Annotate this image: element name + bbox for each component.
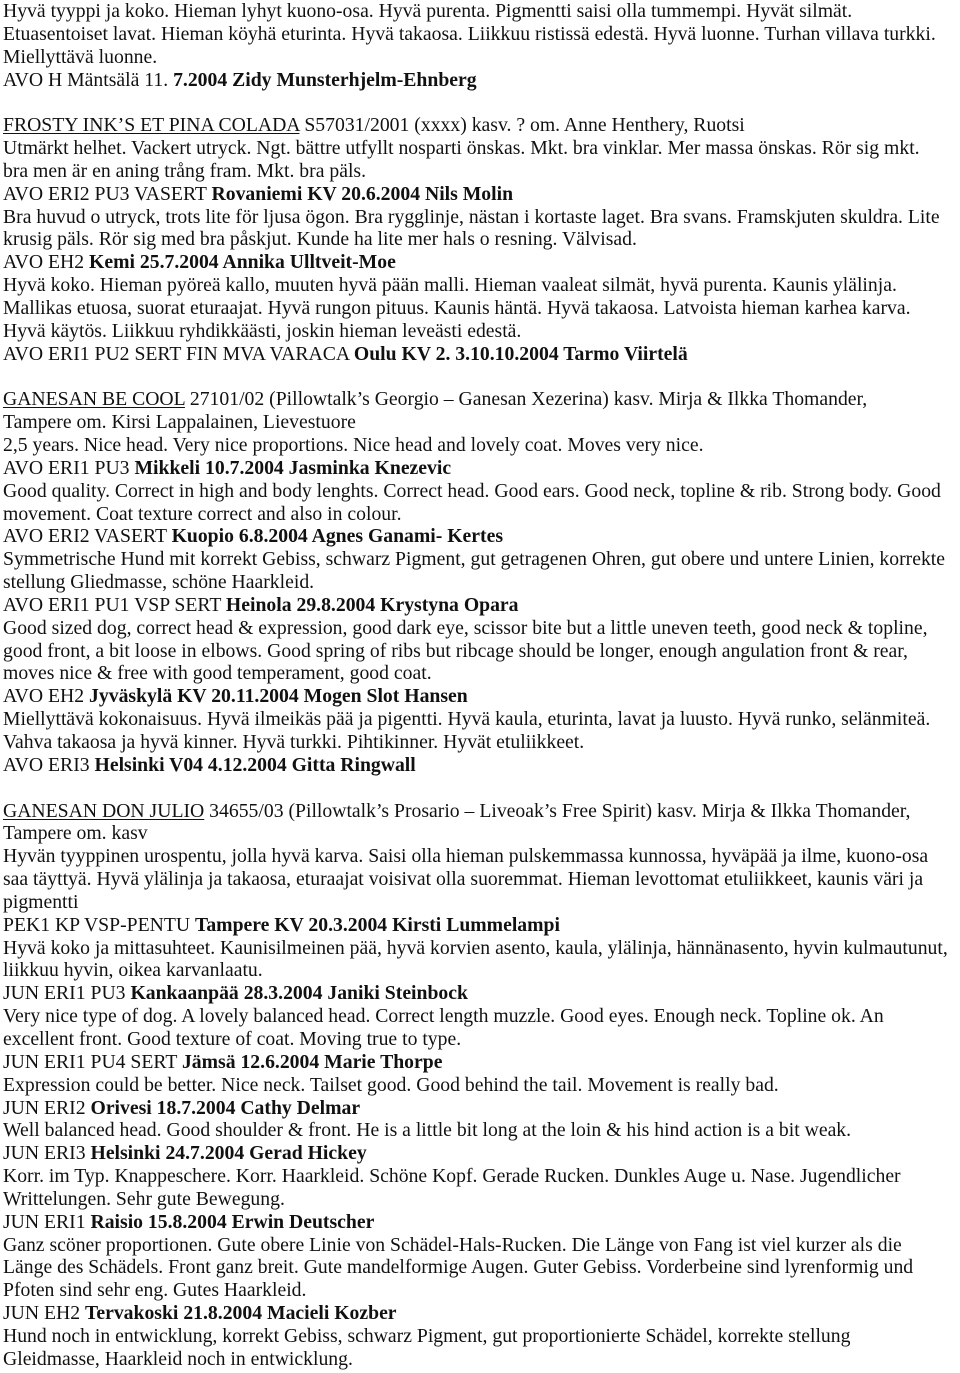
show-judge-text: Helsinki 24.7.2004 Gerad Hickey xyxy=(90,1142,367,1165)
result-line xyxy=(3,1211,960,1234)
critique xyxy=(3,1234,960,1325)
dog-details: Tampere om. Kirsi Lappalainen, Lievestuore xyxy=(3,411,356,434)
result-line xyxy=(3,251,960,274)
award-text: AVO ERI3 xyxy=(3,753,90,776)
dog-details: 34655/03 (Pillowtalk’s Prosario – Liveoak’s Free Spirit) kasv. Mirja & Ilkka Thomander, xyxy=(209,799,911,822)
critique xyxy=(3,1325,960,1371)
critique-line: Mallikas etuosa, suorat eturaajat. Hyvä rungon pituus. Kaunis häntä. Hyvä takaosa. Latvoista hieman karhea karva. xyxy=(3,296,911,319)
award-text: AVO EH2 xyxy=(3,685,85,708)
critique-line: movement. Coat texture correct and also in colour. xyxy=(3,502,402,525)
critique-line: liikkuu hyvin, oikea karvanlaatu. xyxy=(3,959,263,982)
critique-line: bra men är en aning trång fram. Mkt. bra päls. xyxy=(3,159,366,182)
critique xyxy=(3,1005,960,1074)
show-judge-text: Heinola 29.8.2004 Krystyna Opara xyxy=(225,593,519,616)
critique xyxy=(3,1165,960,1234)
previous-entry xyxy=(3,0,960,91)
award-text: JUN ERI2 xyxy=(3,1096,86,1119)
critique xyxy=(3,845,960,936)
critique xyxy=(3,617,960,708)
critique-line: Hyvä koko. Hieman pyöreä kallo, muuten hyvä pään malli. Hieman vaaleat silmät, hyvä purenta. Kaunis ylälinja. xyxy=(3,274,897,297)
critique-line: Writtelungen. Sehr gute Bewegung. xyxy=(3,1187,285,1210)
critique-line: Etuasentoiset lavat. Hieman köyhä eturinta. Hyvä takaosa. Liikkuu ristissä edestä. Hyvä luonne. Turhan villava turkki. xyxy=(3,22,936,45)
award-text: JUN ERI1 PU4 SERT xyxy=(3,1050,178,1073)
critique-line: 2,5 years. Nice head. Very nice proportions. Nice head and lovely coat. Moves very nice. xyxy=(3,434,704,457)
critique xyxy=(3,206,960,275)
critique xyxy=(3,0,960,91)
dog-entry xyxy=(3,388,960,776)
show-judge-text: Mikkeli 10.7.2004 Jasminka Knezevic xyxy=(134,456,452,479)
critique-line: Hyvän tyyppinen urospentu, jolla hyvä karva. Saisi olla hieman pulskemmassa kunnossa, hyväpää ja ilme, kuono-osa xyxy=(3,845,929,868)
critique-line: Hyvä koko ja mittasuhteet. Kaunisilmeinen pää, hyvä korvien asento, kaula, ylälinja, hännänasento, hyvin kulmautunut, xyxy=(3,936,948,959)
award-text: JUN ERI1 PU3 xyxy=(3,982,126,1005)
critique-line: stellung Gliedmasse, schöne Haarkleid. xyxy=(3,571,315,594)
award-text: JUN ERI1 xyxy=(3,1210,86,1233)
critique-line: krusig päls. Rör sig med bra påskjut. Kunde ha lite mer hals o resning. Välvisad. xyxy=(3,228,637,251)
award-text: AVO EH2 xyxy=(3,251,85,274)
show-judge-text: Jyväskylä KV 20.11.2004 Mogen Slot Hansen xyxy=(89,685,468,708)
result-line xyxy=(3,594,960,617)
critique-line: Länge des Schädels. Front ganz breit. Gute mandelformige Augen. Guter Gebiss. Vorderbeine sind lyrenformig und xyxy=(3,1256,914,1279)
critique-line: Miellyttävä kokonaisuus. Hyvä ilmeikäs pää ja pigentti. Hyvä kaula, eturinta, lavat ja luusto. Hyvä runko, selänmiteä. xyxy=(3,708,931,731)
result-line xyxy=(3,982,960,1005)
award-text: PEK1 KP VSP-PENTU xyxy=(3,913,191,936)
critique xyxy=(3,1119,960,1165)
award-text: JUN ERI3 xyxy=(3,1142,86,1165)
dog-header xyxy=(3,114,960,137)
show-judge-text: Kuopio 6.8.2004 Agnes Ganami- Kertes xyxy=(171,525,503,548)
result-line xyxy=(3,914,960,937)
critique xyxy=(3,937,960,1006)
dog-details: 27101/02 (Pillowtalk’s Georgio – Ganesan Xezerina) kasv. Mirja & Ilkka Thomander, xyxy=(189,388,868,411)
show-judge-text: Helsinki V04 4.12.2004 Gitta Ringwall xyxy=(94,753,416,776)
result-line xyxy=(3,525,960,548)
critique-line: Bra huvud o utryck, trots lite för ljusa ögon. Bra rygglinje, nästan i kortaste laget. Bra svans. Framskjuten skuldra. Lite xyxy=(3,205,940,228)
critique xyxy=(3,548,960,617)
result-line xyxy=(3,1097,960,1120)
result-line xyxy=(3,183,960,206)
show-judge-text: Kemi 25.7.2004 Annika Ulltveit-Moe xyxy=(89,251,396,274)
critique-line: Well balanced head. Good shoulder & front. He is a little bit long at the loin & his hind action is a bit weak. xyxy=(3,1119,852,1142)
result-line xyxy=(3,457,960,480)
critique-line: saa täyttyä. Hyvä ylälinja ja takaosa, eturaajat voisivat olla suoremmat. Hieman levottomat etuliikkeet, kaunis väri ja xyxy=(3,868,924,891)
critique-line: Pfoten sind sehr eng. Gutes Haarkleid. xyxy=(3,1279,307,1302)
critique-line: Hund noch in entwicklung, korrekt Gebiss, schwarz Pigment, gut proportionierte Schädel, korrekte stellung xyxy=(3,1324,851,1347)
critique-line: pigmentti xyxy=(3,890,79,913)
critique-line: Good sized dog, correct head & expression, good dark eye, scissor bite but a little uneven teeth, good neck & topline, xyxy=(3,616,928,639)
show-judge-text: Jämsä 12.6.2004 Marie Thorpe xyxy=(181,1050,443,1073)
critique-line: Miellyttävä luonne. xyxy=(3,45,158,68)
show-judge-text: 7.2004 Zidy Munsterhjelm-Ehnberg xyxy=(173,68,477,91)
award-text: AVO ERI1 PU2 SERT FIN MVA VARACA xyxy=(3,342,349,365)
show-judge-text: Oulu KV 2. 3.10.10.2004 Tarmo Viirtelä xyxy=(353,342,688,365)
result-line xyxy=(3,343,960,366)
critique-line: Hyvä käytös. Liikkuu ryhdikkäästi, joskin hieman leveästi edestä. xyxy=(3,319,522,342)
critique xyxy=(3,137,960,206)
dog-entry xyxy=(3,114,960,365)
dog-details: Tampere om. kasv xyxy=(3,822,148,845)
result-line xyxy=(3,754,960,777)
award-text: AVO ERI2 VASERT xyxy=(3,525,167,548)
show-judge-text: Tampere KV 20.3.2004 Kirsti Lummelampi xyxy=(195,913,560,936)
dog-header xyxy=(3,800,960,823)
award-text: AVO ERI2 PU3 VASERT xyxy=(3,182,207,205)
critique-line: Korr. im Typ. Knappeschere. Korr. Haarkleid. Schöne Kopf. Gerade Rucken. Dunkles Auge u. Nase. Jugendlicher xyxy=(3,1165,901,1188)
dog-name: FROSTY INK’S ET PINA COLADA xyxy=(3,114,300,137)
critique xyxy=(3,274,960,365)
critique-line: Very nice type of dog. A lovely balanced head. Correct length muzzle. Good eyes. Enough neck. Topline ok. An xyxy=(3,1005,884,1028)
show-judge-text: Tervakoski 21.8.2004 Macieli Kozber xyxy=(85,1302,397,1325)
critique xyxy=(3,708,960,777)
critique-line: good front, a bit loose in elbows. Good spring of ribs but ribcage should be longer, enough angulation front & rear, xyxy=(3,639,908,662)
critique-line: moves nice & free with good temperament, good coat. xyxy=(3,662,432,685)
critique xyxy=(3,1074,960,1120)
result-line xyxy=(3,1051,960,1074)
result-line xyxy=(3,685,960,708)
award-text: AVO H Mäntsälä 11. xyxy=(3,68,169,91)
dog-details: S57031/2001 (xxxx) kasv. ? om. Anne Henthery, Ruotsi xyxy=(304,114,745,137)
show-judge-text: Kankaanpää 28.3.2004 Janiki Steinbock xyxy=(130,982,468,1005)
result-line xyxy=(3,1142,960,1165)
critique-line: Utmärkt helhet. Vackert utryck. Ngt. bättre utfyllt nosparti önskas. Mkt. bra vinklar. Mer massa önskas. Rör sig mkt. xyxy=(3,137,920,160)
result-line xyxy=(3,1302,960,1325)
critique xyxy=(3,480,960,549)
critique-line: Ganz scöner proportionen. Gute obere Linie von Schädel-Hals-Rucken. Die Länge von Fang ist viel kurzer als die xyxy=(3,1233,902,1256)
critique-line: Expression could be better. Nice neck. Tailset good. Good behind the tail. Movement is really bad. xyxy=(3,1073,779,1096)
award-text: AVO ERI1 PU1 VSP SERT xyxy=(3,593,221,616)
show-judge-text: Rovaniemi KV 20.6.2004 Nils Molin xyxy=(211,182,514,205)
award-text: AVO ERI1 PU3 xyxy=(3,456,130,479)
critique xyxy=(3,434,960,480)
critique-line: excellent front. Good texture of coat. Moving true to type. xyxy=(3,1027,462,1050)
critique-line: Hyvä tyyppi ja koko. Hieman lyhyt kuono-osa. Hyvä purenta. Pigmentti saisi olla tummempi. Hyvät silmät. xyxy=(3,0,853,22)
critique-line: Symmetrische Hund mit korrekt Gebiss, schwarz Pigment, gut getragenen Ohren, gut obere und untere Linien, korrekte xyxy=(3,548,946,571)
dog-entry xyxy=(3,800,960,1371)
show-judge-text: Raisio 15.8.2004 Erwin Deutscher xyxy=(90,1210,375,1233)
critique-line: Vahva takaosa ja hyvä kinner. Hyvä turkki. Pihtikinner. Hyvät etuliikkeet. xyxy=(3,731,585,753)
dog-name: GANESAN DON JULIO xyxy=(3,799,205,822)
award-text: JUN EH2 xyxy=(3,1302,81,1325)
dog-name: GANESAN BE COOL xyxy=(3,388,185,411)
critique-line: Good quality. Correct in high and body lenghts. Correct head. Good ears. Good neck, topline & rib. Strong body. Good xyxy=(3,479,941,502)
dog-header xyxy=(3,388,960,411)
result-line xyxy=(3,69,960,92)
show-judge-text: Orivesi 18.7.2004 Cathy Delmar xyxy=(90,1096,361,1119)
critique-line: Gleidmasse, Haarkleid noch in entwicklung. xyxy=(3,1347,353,1370)
